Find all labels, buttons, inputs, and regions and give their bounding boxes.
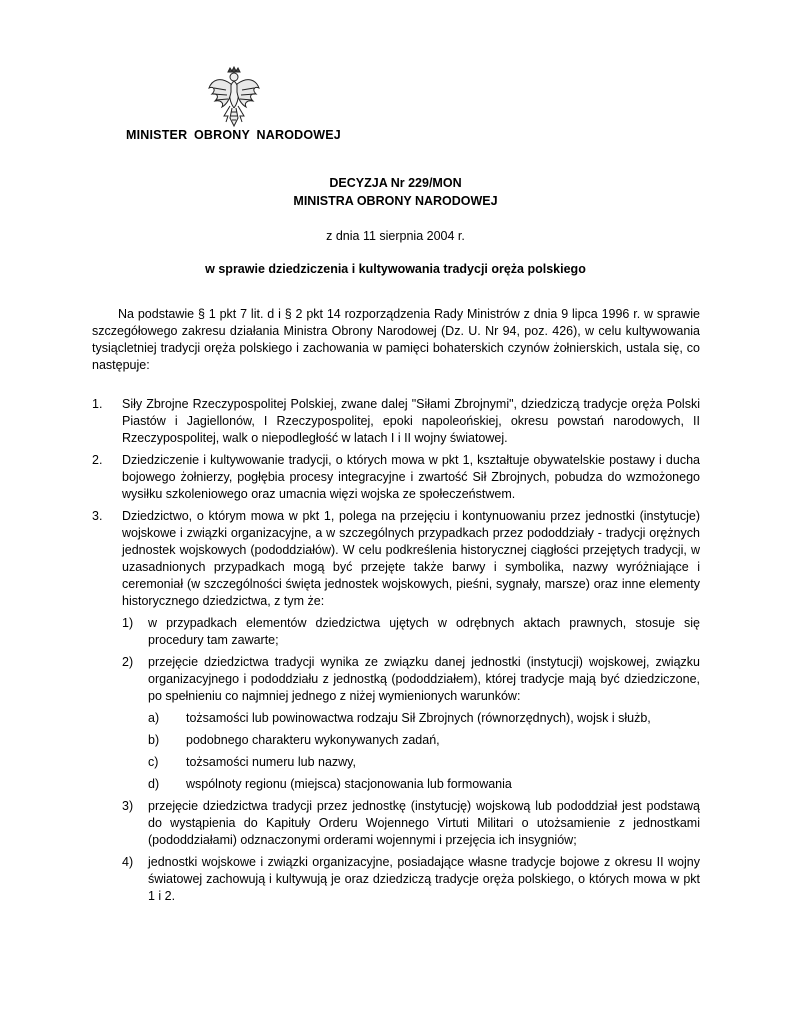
decision-issuer: MINISTRA OBRONY NARODOWEJ (293, 194, 498, 208)
condition-letter: a) (148, 711, 160, 725)
intro-paragraph: Na podstawie § 1 pkt 7 lit. d i § 2 pkt 14 rozporządzenia Rady Ministrów z dnia 9 lipca 1996 r. w sprawie szczegółowego zakresu działania Ministra Obrony Narodowej (Dz. U. Nr 94, poz. 426), w celu kultywowania tysiącletniej tradycji oręża polskiego i zachowania w pamięci bohaterskich czynów żołnierskich, ustala się, co następuje: (92, 307, 700, 372)
subitem-number: 1) (122, 616, 134, 630)
condition-item (148, 710, 700, 727)
item-number: 3. (92, 509, 103, 523)
condition-letter: d) (148, 777, 160, 791)
condition-letter: c) (148, 755, 159, 769)
condition-text: tożsamości numeru lub nazwy, (186, 755, 356, 769)
decision-subject: w sprawie dziedziczenia i kultywowania tradycji oręża polskiego (205, 262, 586, 276)
condition-text: podobnego charakteru wykonywanych zadań, (186, 733, 440, 747)
subitem-number: 4) (122, 855, 134, 869)
decision-items (92, 396, 700, 910)
item-text: Dziedzictwo, o którym mowa w pkt 1, polega na przejęciu i kontynuowaniu przez jednostki (instytucje) wojskowe i związki organizacyjne, a w szczególnych przypadkach przez pododdziały - tradycji orężnych jednostek wojskowych (pododdziałów). W celu podkreślenia historycznej ciągłości przejętych tradycji, w uzasadnionych przypadkach mogą być przejęte także barwy i symbolika, nazwy wyróżniające i ceremoniał (w szczególności święta jednostek wojskowych, pieśni, sygnały, marsze) oraz inne elementy historycznego dziedzictwa, z tym że: (122, 509, 700, 608)
item-number: 1. (92, 397, 103, 411)
decision-date: z dnia 11 sierpnia 2004 r. (326, 229, 465, 243)
condition-item (148, 754, 700, 771)
item-text: Siły Zbrojne Rzeczypospolitej Polskiej, zwane dalej "Siłami Zbrojnymi", dziedziczą tradycje oręża Polski Piastów i Jagiellonów, I Rzeczypospolitej, epoki napoleońskiej, okresu powstań narodowych, II Rzeczypospolitej, walk o niepodległość w latach I i II wojny światowej. (122, 397, 700, 445)
subitem (122, 854, 700, 905)
subitem-text: w przypadkach elementów dziedzictwa ujętych w odrębnych aktach prawnych, stosuje się procedury tam zawarte; (148, 616, 700, 647)
subitem (122, 798, 700, 849)
item-text: Dziedziczenie i kultywowanie tradycji, o których mowa w pkt 1, kształtuje obywatelskie postawy i ducha bojowego żołnierzy, pogłębia procesy integracyjne i zwartość Sił Zbrojnych, pobudza do wzmożonego wysiłku szkoleniowego oraz umacnia więzi wojska ze społeczeństwem. (122, 453, 700, 501)
condition-text: wspólnoty regionu (miejsca) stacjonowania lub formowania (186, 777, 512, 791)
condition-item (148, 776, 700, 793)
subitem-text: przejęcie dziedzictwa tradycji wynika ze związku danej jednostki (instytucji) wojskowej, związku organizacyjnego i pododdziału z jednostką (pododdziałem), której tradycje mają być dziedziczone, po spełnieniu co najmniej jednego z niżej wymienionych warunków: (148, 655, 700, 703)
subitem (122, 654, 700, 793)
subitem-number: 3) (122, 799, 134, 813)
condition-text: tożsamości lub powinowactwa rodzaju Sił Zbrojnych (równorzędnych), wojsk i służb, (186, 711, 651, 725)
condition-letter: b) (148, 733, 160, 747)
issuing-authority: MINISTER OBRONY NARODOWEJ (126, 128, 341, 142)
condition-item (148, 732, 700, 749)
list-item (92, 396, 700, 447)
subitem-number: 2) (122, 655, 134, 669)
list-item (92, 508, 700, 905)
subitem-text: jednostki wojskowe i związki organizacyjne, posiadające własne tradycje bojowe z okresu II wojny światowej zachowują i kultywują je oraz dziedziczą tradycje oręża polskiego, o których mowa w pkt 1 i 2. (148, 855, 700, 903)
subitem (122, 615, 700, 649)
item-number: 2. (92, 453, 103, 467)
subitem-text: przejęcie dziedzictwa tradycji przez jednostkę (instytucję) wojskową lub pododdział jest podstawą do wystąpienia do Kapituły Orderu Wojennego Virtuti Militari o utożsamienie z jednostkami (pododdziałami) odznaczonymi orderami wojennymi i przejęcia ich insygniów; (148, 799, 700, 847)
list-item (92, 452, 700, 503)
white-eagle-emblem-icon (206, 66, 262, 128)
decision-number: DECYZJA Nr 229/MON (329, 176, 462, 190)
